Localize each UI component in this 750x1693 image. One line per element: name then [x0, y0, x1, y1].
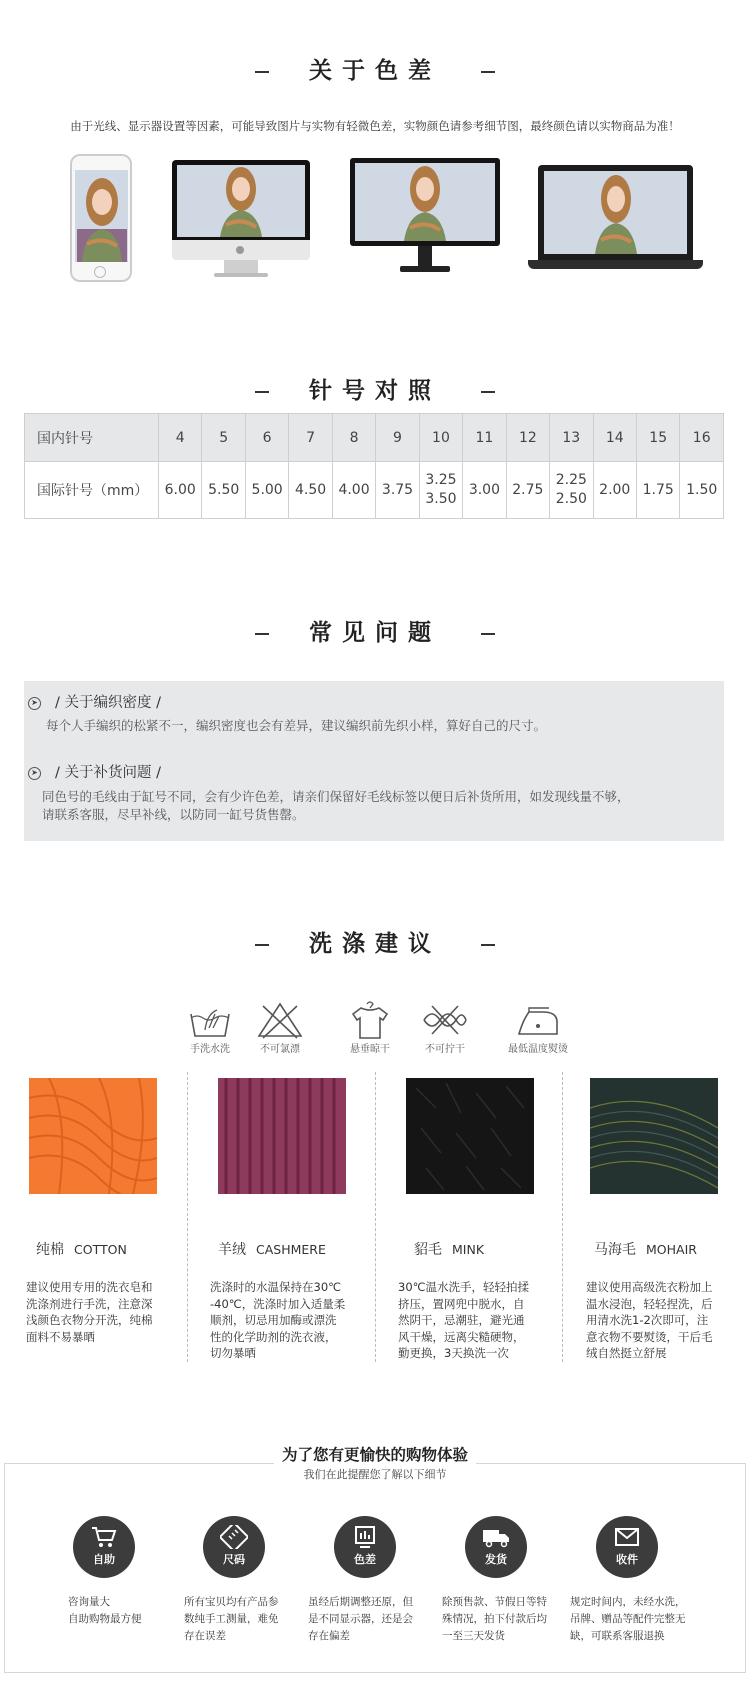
girl-photo — [77, 174, 127, 262]
material-name: 羊绒 CASHMERE — [218, 1242, 326, 1258]
section-title-needle: 针号对照 — [0, 372, 750, 405]
table-cell: 1.75 — [636, 462, 679, 519]
cotton-yarn-image — [29, 1078, 157, 1194]
material-description: 洗涤时的水温保持在30℃ -40℃，洗涤时加入适量柔 顺剂，切忌用加酶或漂洗 性的化学助剂的洗衣液， 切勿暴晒 — [210, 1280, 346, 1360]
tip-description: 所有宝贝均有产品参 数纯手工测量，难免 存在误差 — [184, 1596, 279, 1642]
table-cell: 2.75 — [506, 462, 549, 519]
truck-icon — [481, 1525, 511, 1549]
table-cell: 2.25 2.50 — [550, 462, 593, 519]
faq-question: ➤ / 关于补货问题 / — [28, 761, 161, 782]
chevron-right-icon: ➤ — [28, 697, 41, 710]
tip-size: 尺码 — [203, 1516, 265, 1578]
no-bleach-icon: 不可氯漂 — [250, 1000, 310, 1055]
table-cell: 11 — [463, 414, 506, 462]
section-title-washing: 洗涤建议 — [0, 925, 750, 958]
section-title-color-diff: 关于色差 — [0, 52, 750, 85]
material-description: 30℃温水洗手，轻轻拍揉 挤压，置网兜中脱水，自 然阴干，忌潮驻，避光通 风干燥，远离尖糙硬物， 勤更换，3天换洗一次 — [398, 1280, 530, 1360]
faq-answer: 同色号的毛线由于缸号不同，会有少许色差，请亲们保留好毛线标签以便日后补货所用，如发现线量不够， 请联系客服，尽早补线，以防同一缸号货售罄。 — [42, 789, 630, 822]
color-note: 由于光线、显示器设置等因素，可能导致图片与实物有轻微色差，实物颜色请参考细节图，最终颜色请以实物商品为准！ — [70, 119, 680, 133]
divider — [187, 1072, 188, 1362]
table-cell: 4.50 — [289, 462, 332, 519]
material-description: 建议使用专用的洗衣皂和 洗涤剂进行手洗，注意深 浅颜色衣物分开洗，纯棉 面料不易暴晒 — [26, 1280, 153, 1344]
mink-fur-image — [406, 1078, 534, 1194]
table-cell: 8 — [332, 414, 375, 462]
cart-icon — [90, 1525, 118, 1549]
tip-receiving: 收件 — [596, 1516, 658, 1578]
table-cell: 5 — [202, 414, 245, 462]
phone-device — [70, 154, 132, 282]
envelope-icon — [613, 1525, 641, 1549]
tips-subtitle: 我们在此提醒您了解以下细节 — [303, 1468, 447, 1481]
table-cell: 4 — [159, 414, 202, 462]
table-cell: 5.50 — [202, 462, 245, 519]
material-name: 马海毛 MOHAIR — [594, 1242, 697, 1258]
table-cell: 10 — [419, 414, 462, 462]
chevron-right-icon: ➤ — [28, 767, 41, 780]
table-cell: 3.00 — [463, 462, 506, 519]
tip-description: 规定时间内，未经水洗， 吊牌、赠品等配件完整无 缺，可联系客服退换 — [570, 1596, 686, 1642]
needle-size-table — [24, 413, 724, 519]
table-row — [25, 414, 724, 462]
faq-panel — [24, 681, 724, 841]
hand-wash-icon: 手洗水洗 — [180, 1000, 240, 1055]
tip-self-service: 自助 — [73, 1516, 135, 1578]
table-header-domestic: 国内针号 — [25, 414, 159, 462]
monitor-icon — [351, 1525, 379, 1549]
table-cell: 7 — [289, 414, 332, 462]
tip-description: 除预售款、节假日等特 殊情况，拍下付款后均 一至三天发货 — [442, 1596, 547, 1642]
divider — [375, 1072, 376, 1362]
section-title-faq: 常见问题 — [0, 614, 750, 647]
table-cell: 14 — [593, 414, 636, 462]
monitor-device — [350, 158, 500, 276]
tip-shipping: 发货 — [465, 1516, 527, 1578]
cashmere-knit-image — [218, 1078, 346, 1194]
tip-color-diff: 色差 — [334, 1516, 396, 1578]
material-name: 纯棉 COTTON — [36, 1242, 127, 1258]
table-cell: 2.00 — [593, 462, 636, 519]
low-iron-icon: 最低温度熨烫 — [498, 1000, 578, 1055]
table-cell: 15 — [636, 414, 679, 462]
tip-description: 虽经后期调整还原，但 是不同显示器，还是会 存在偏差 — [308, 1596, 413, 1642]
table-row — [25, 462, 724, 519]
table-cell: 5.00 — [245, 462, 288, 519]
table-cell: 6 — [245, 414, 288, 462]
table-cell: 1.50 — [680, 462, 724, 519]
table-cell: 12 — [506, 414, 549, 462]
faq-answer: 每个人手编织的松紧不一，编织密度也会有差异，建议编织前先织小样，算好自己的尺寸。 — [46, 718, 547, 733]
ruler-icon — [220, 1525, 248, 1549]
mohair-yarn-image — [590, 1078, 718, 1194]
imac-device — [172, 160, 310, 278]
phone-screen — [75, 170, 128, 262]
no-wring-icon: 不可拧干 — [415, 1000, 475, 1055]
table-cell: 3.25 3.50 — [419, 462, 462, 519]
tips-title: 为了您有更愉快的购物体验 — [0, 1443, 750, 1465]
table-header-international: 国际针号（mm） — [25, 462, 159, 519]
laptop-device — [528, 165, 703, 275]
table-cell: 3.75 — [376, 462, 419, 519]
table-cell: 16 — [680, 414, 724, 462]
table-cell: 13 — [550, 414, 593, 462]
table-cell: 4.00 — [332, 462, 375, 519]
material-description: 建议使用高级洗衣粉加上 温水浸泡，轻轻捏洗，后 用清水洗1-2次即可，注 意衣物不要熨烫，干后毛 绒自然挺立舒展 — [586, 1280, 713, 1360]
faq-question: ➤ / 关于编织密度 / — [28, 691, 161, 712]
table-cell: 6.00 — [159, 462, 202, 519]
divider — [562, 1072, 563, 1362]
material-name: 貂毛 MINK — [414, 1242, 485, 1258]
tip-description: 咨询量大 自助购物最方便 — [68, 1596, 142, 1625]
table-cell: 9 — [376, 414, 419, 462]
drip-dry-icon: 悬垂晾干 — [340, 1000, 400, 1055]
